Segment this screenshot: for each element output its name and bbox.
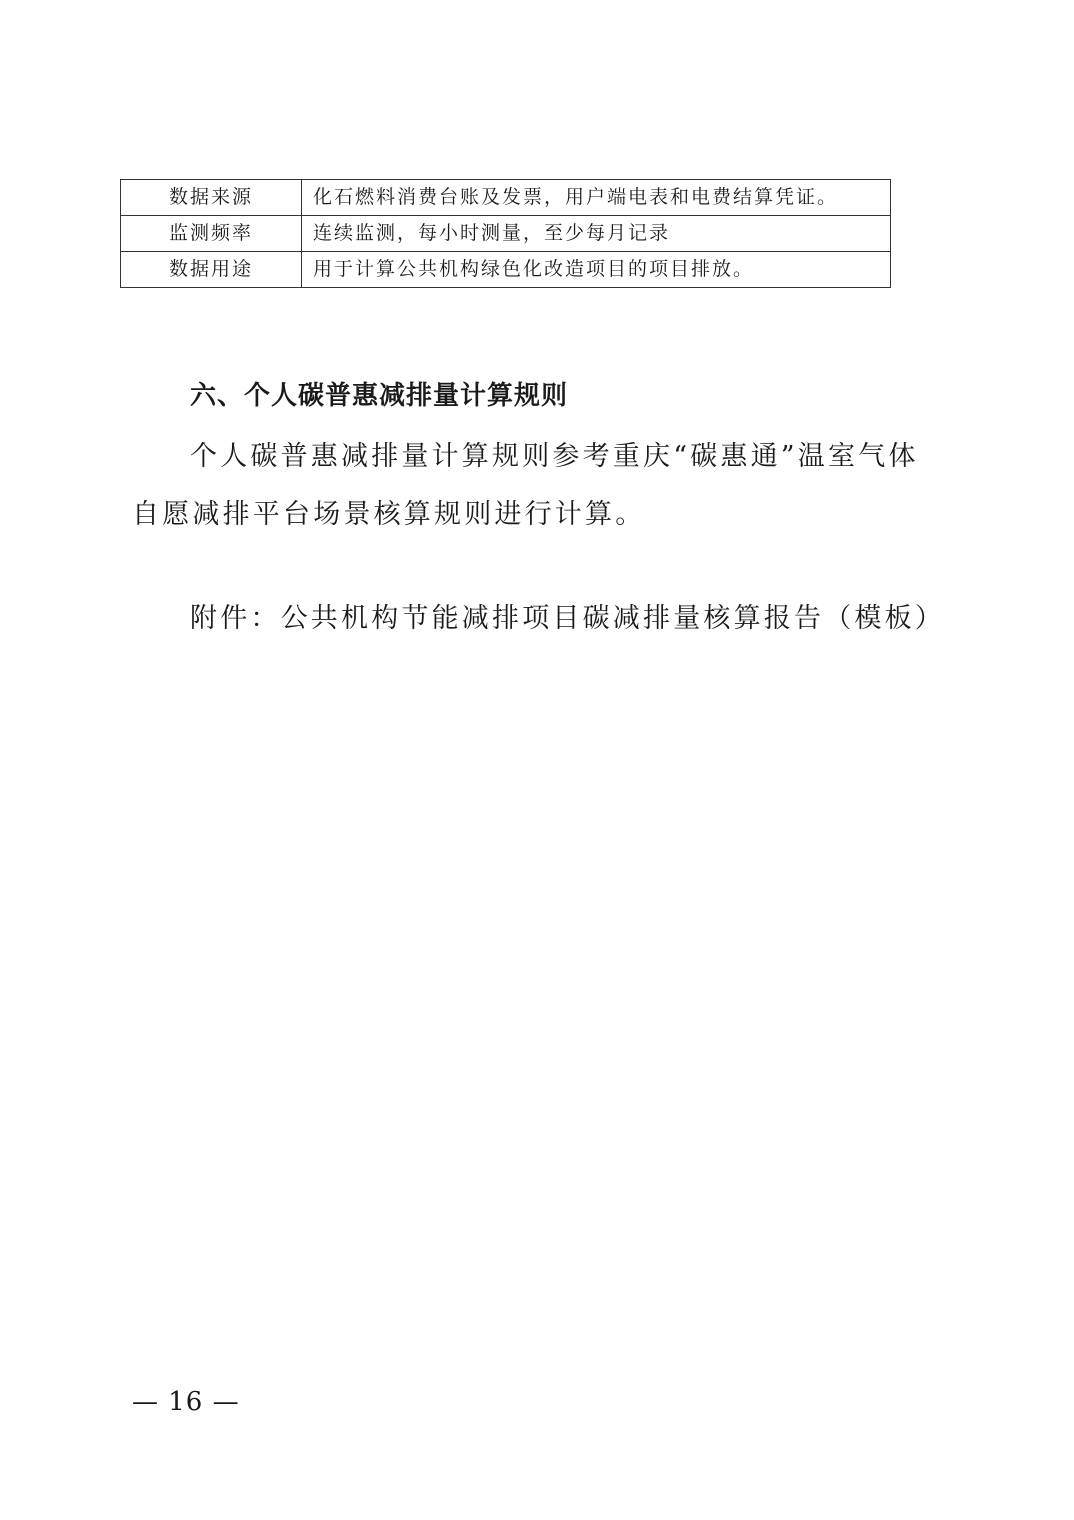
section-paragraph: 个人碳普惠减排量计算规则参考重庆“碳惠通”温室气体自愿减排平台场景核算规则进行计算。 xyxy=(132,441,919,530)
row-value-data-purpose: 用于计算公共机构绿色化改造项目的项目排放。 xyxy=(302,252,891,288)
row-label-data-purpose: 数据用途 xyxy=(121,252,302,288)
row-label-data-source: 数据来源 xyxy=(121,180,302,216)
table-row xyxy=(121,252,891,288)
monitoring-data-table xyxy=(120,179,891,288)
section-heading: 六、个人碳普惠减排量计算规则 xyxy=(190,381,569,411)
table-row xyxy=(121,216,891,252)
row-value-monitoring-frequency: 连续监测，每小时测量，至少每月记录 xyxy=(302,216,891,252)
table-row xyxy=(121,180,891,216)
page-number: — 16 — xyxy=(132,1387,240,1417)
attachment-line: 附件：公共机构节能减排项目碳减排量核算报告（模板） xyxy=(190,603,945,634)
row-label-monitoring-frequency: 监测频率 xyxy=(121,216,302,252)
row-value-data-source: 化石燃料消费台账及发票，用户端电表和电费结算凭证。 xyxy=(302,180,891,216)
